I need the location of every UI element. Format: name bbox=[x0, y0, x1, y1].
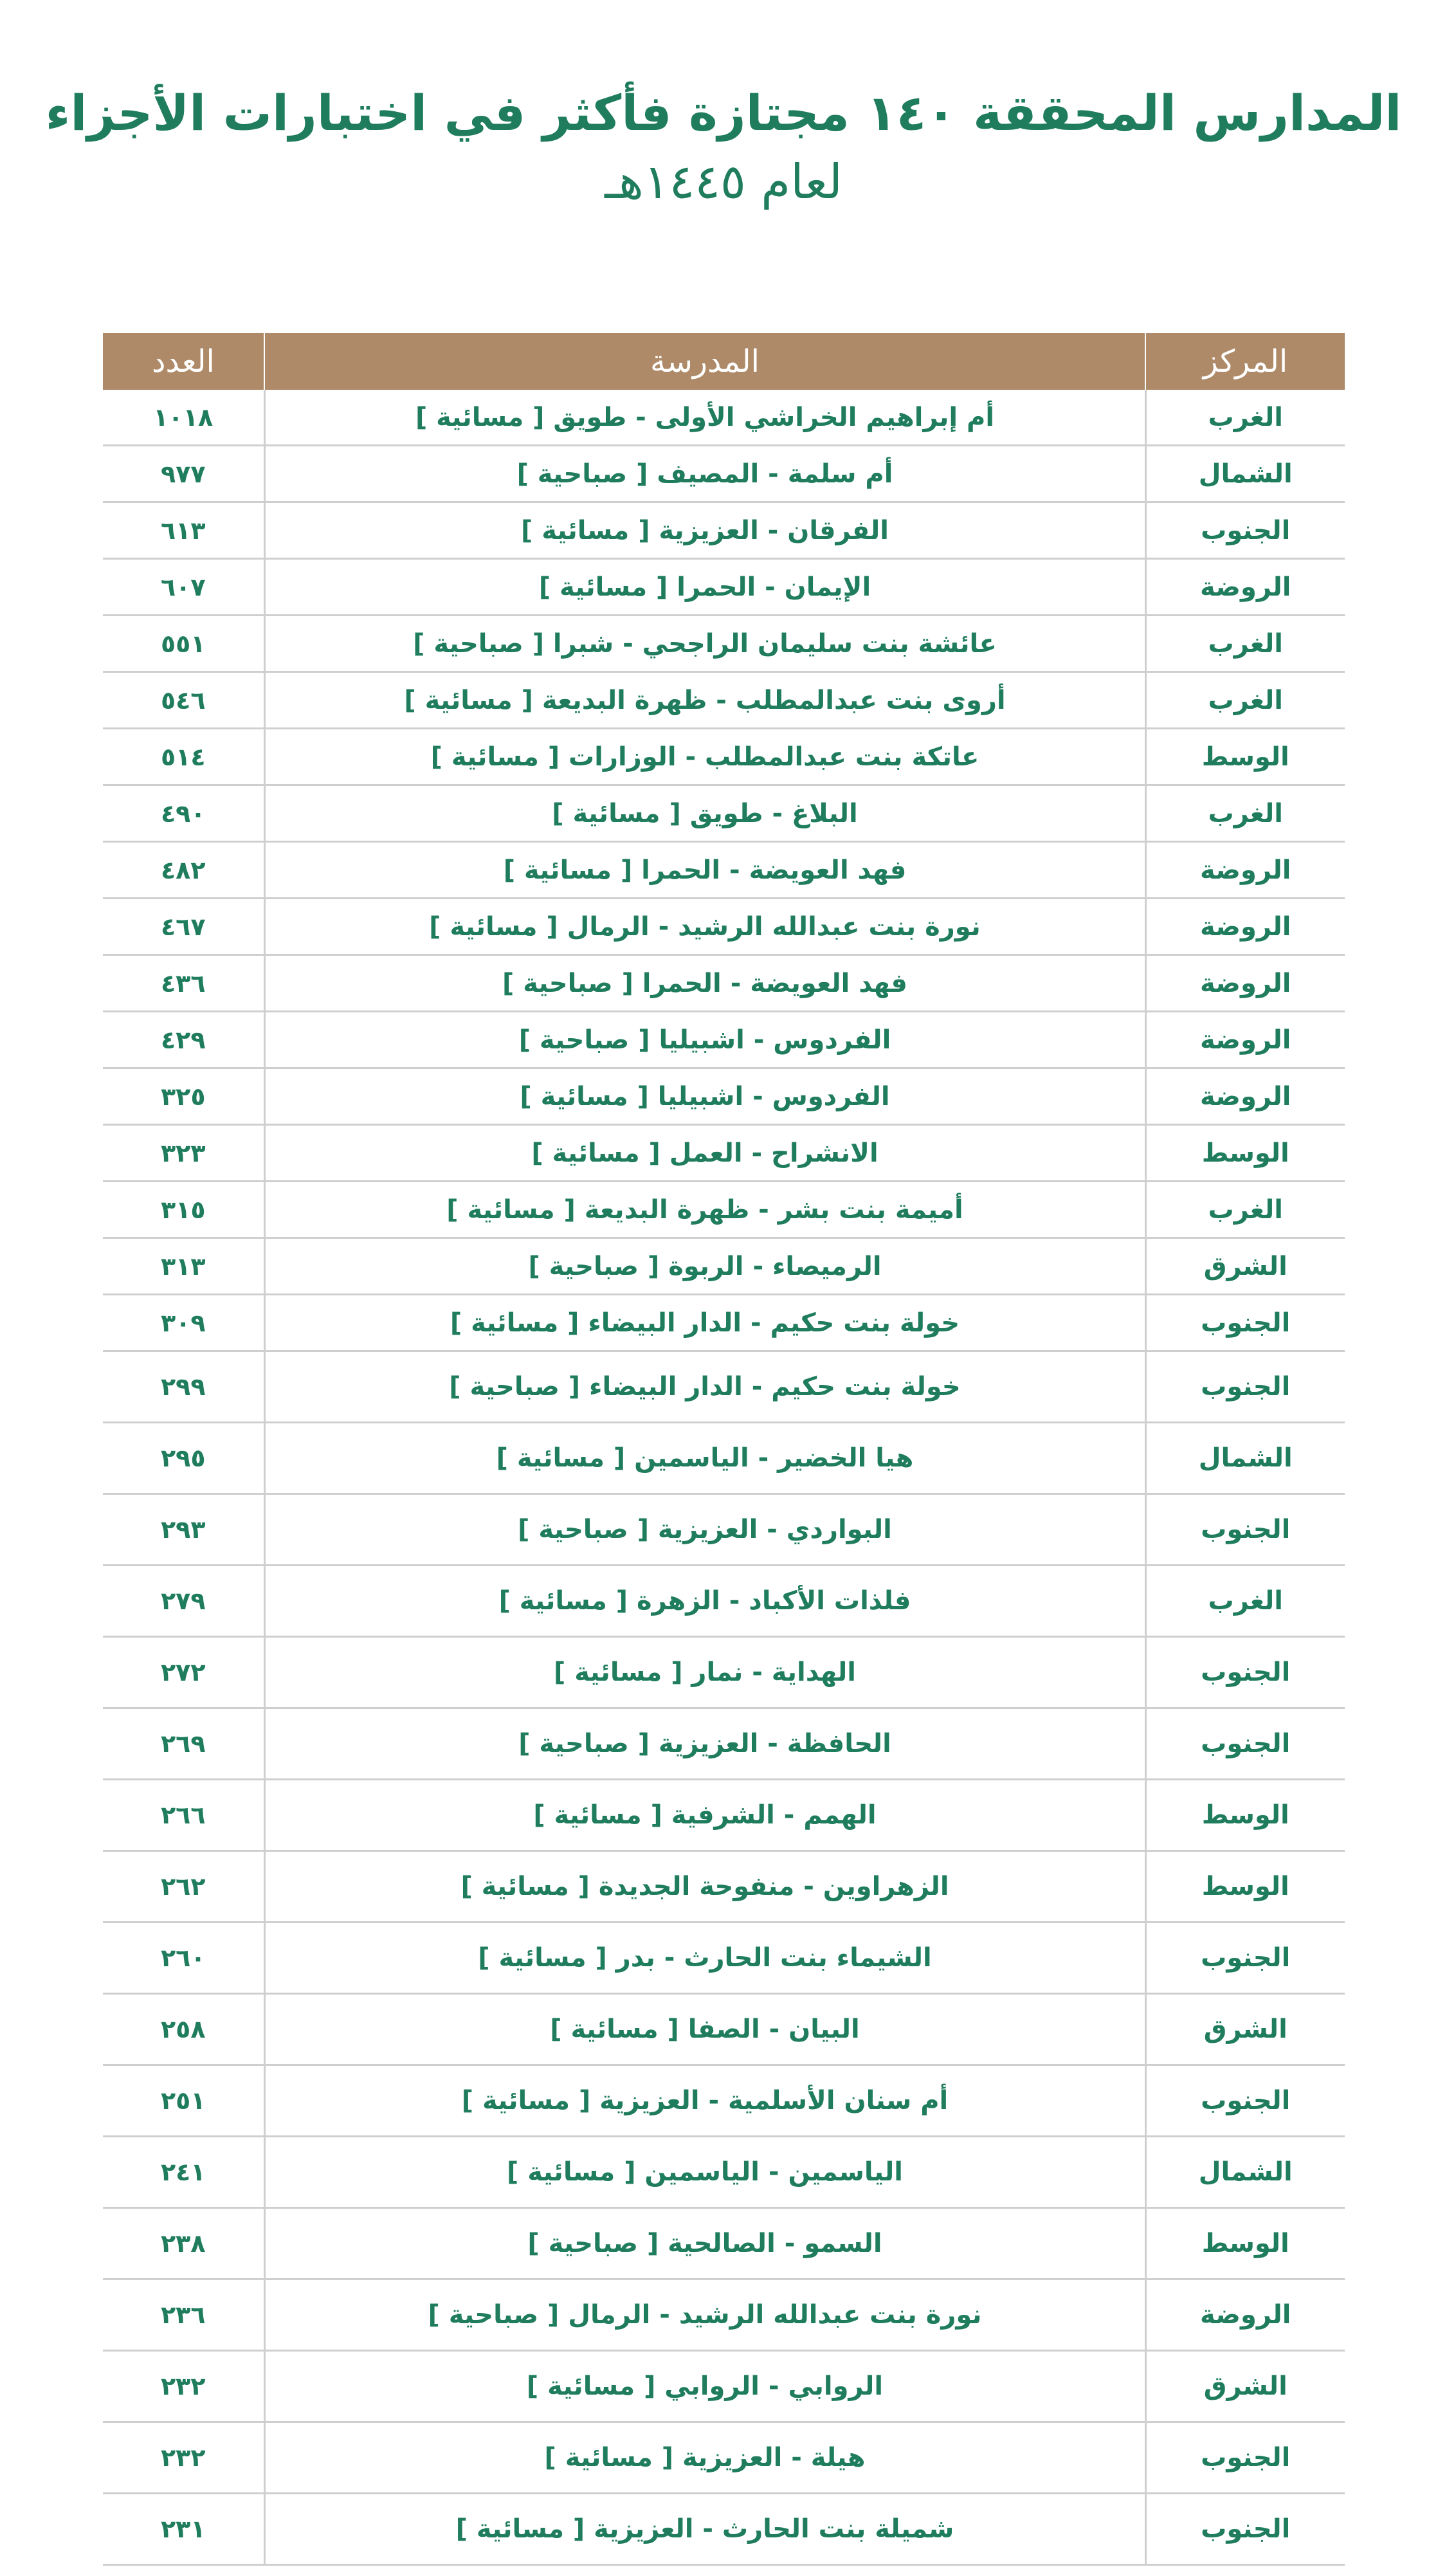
table-row bbox=[103, 2494, 1345, 2565]
table-row bbox=[103, 1780, 1345, 1851]
cell-count: ٢٦٠ bbox=[103, 1923, 264, 1994]
table-row bbox=[103, 2208, 1345, 2279]
cell-center: الشرق bbox=[1145, 1238, 1345, 1295]
schools-table bbox=[103, 333, 1345, 2566]
cell-school: الانشراح - العمل [ مسائية ] bbox=[264, 1125, 1145, 1182]
cell-center: الروضة bbox=[1145, 1068, 1345, 1125]
table-row bbox=[103, 1994, 1345, 2065]
cell-center: الروضة bbox=[1145, 955, 1345, 1012]
cell-count: ١٠١٨ bbox=[103, 390, 264, 446]
table-row bbox=[103, 1923, 1345, 1994]
cell-school: الهداية - نمار [ مسائية ] bbox=[264, 1637, 1145, 1708]
cell-count: ٥٤٦ bbox=[103, 672, 264, 729]
cell-school: الزهراوين - منفوحة الجديدة [ مسائية ] bbox=[264, 1851, 1145, 1923]
cell-school: عائشة بنت سليمان الراجحي - شبرا [ صباحية ] bbox=[264, 616, 1145, 672]
cell-count: ٣٢٥ bbox=[103, 1068, 264, 1125]
table-row bbox=[103, 1851, 1345, 1923]
table-row bbox=[103, 842, 1345, 899]
cell-count: ٤٢٩ bbox=[103, 1012, 264, 1068]
table-row bbox=[103, 785, 1345, 842]
cell-school: الفرقان - العزيزية [ مسائية ] bbox=[264, 502, 1145, 559]
cell-school: الروابي - الروابي [ مسائية ] bbox=[264, 2351, 1145, 2422]
cell-center: الغرب bbox=[1145, 785, 1345, 842]
cell-center: الجنوب bbox=[1145, 1637, 1345, 1708]
cell-school: شميلة بنت الحارث - العزيزية [ مسائية ] bbox=[264, 2494, 1145, 2565]
page-subtitle: لعام ١٤٤٥هـ bbox=[605, 154, 842, 210]
table-row bbox=[103, 1351, 1345, 1423]
cell-school: نورة بنت عبدالله الرشيد - الرمال [ صباحية ] bbox=[264, 2279, 1145, 2351]
cell-center: الروضة bbox=[1145, 2279, 1345, 2351]
cell-school: البلاغ - طويق [ مسائية ] bbox=[264, 785, 1145, 842]
cell-center: الشمال bbox=[1145, 1423, 1345, 1494]
cell-count: ٢٩٩ bbox=[103, 1351, 264, 1423]
table-row bbox=[103, 390, 1345, 446]
cell-count: ٣٠٩ bbox=[103, 1295, 264, 1351]
table-row bbox=[103, 1068, 1345, 1125]
table-row bbox=[103, 1295, 1345, 1351]
table-row bbox=[103, 559, 1345, 616]
cell-count: ٢٩٣ bbox=[103, 1494, 264, 1566]
table-row bbox=[103, 1423, 1345, 1494]
cell-count: ٣١٣ bbox=[103, 1238, 264, 1295]
cell-count: ٢٥٨ bbox=[103, 1994, 264, 2065]
cell-center: الروضة bbox=[1145, 559, 1345, 616]
table-row bbox=[103, 672, 1345, 729]
cell-count: ٢٦٦ bbox=[103, 1780, 264, 1851]
cell-count: ٢٩٥ bbox=[103, 1423, 264, 1494]
column-header-school: المدرسة bbox=[264, 333, 1145, 390]
cell-count: ٤٩٠ bbox=[103, 785, 264, 842]
table-row bbox=[103, 899, 1345, 955]
cell-school: البيان - الصفا [ مسائية ] bbox=[264, 1994, 1145, 2065]
cell-center: الروضة bbox=[1145, 842, 1345, 899]
cell-center: الغرب bbox=[1145, 672, 1345, 729]
table-row bbox=[103, 1566, 1345, 1637]
table-row bbox=[103, 1182, 1345, 1238]
table-row bbox=[103, 1637, 1345, 1708]
cell-count: ٦٠٧ bbox=[103, 559, 264, 616]
table-row bbox=[103, 616, 1345, 672]
cell-school: الهمم - الشرفية [ مسائية ] bbox=[264, 1780, 1145, 1851]
cell-school: أم سنان الأسلمية - العزيزية [ مسائية ] bbox=[264, 2065, 1145, 2137]
cell-school: هيلة - العزيزية [ مسائية ] bbox=[264, 2422, 1145, 2494]
cell-center: الجنوب bbox=[1145, 2422, 1345, 2494]
cell-school: البواردي - العزيزية [ صباحية ] bbox=[264, 1494, 1145, 1566]
cell-center: الغرب bbox=[1145, 1182, 1345, 1238]
table-row bbox=[103, 2137, 1345, 2208]
cell-count: ٥٥١ bbox=[103, 616, 264, 672]
cell-school: عاتكة بنت عبدالمطلب - الوزارات [ مسائية ] bbox=[264, 729, 1145, 785]
cell-school: أروى بنت عبدالمطلب - ظهرة البديعة [ مسائية ] bbox=[264, 672, 1145, 729]
cell-school: الإيمان - الحمرا [ مسائية ] bbox=[264, 559, 1145, 616]
cell-center: الغرب bbox=[1145, 390, 1345, 446]
schools-table-container bbox=[103, 333, 1345, 2566]
table-row bbox=[103, 1125, 1345, 1182]
table-row bbox=[103, 2351, 1345, 2422]
cell-center: الشرق bbox=[1145, 2351, 1345, 2422]
cell-count: ٢٧٢ bbox=[103, 1637, 264, 1708]
cell-count: ٢٦٢ bbox=[103, 1851, 264, 1923]
cell-school: الشيماء بنت الحارث - بدر [ مسائية ] bbox=[264, 1923, 1145, 1994]
cell-school: الفردوس - اشبيليا [ مسائية ] bbox=[264, 1068, 1145, 1125]
table-row bbox=[103, 1708, 1345, 1780]
cell-school: فلذات الأكباد - الزهرة [ مسائية ] bbox=[264, 1566, 1145, 1637]
cell-school: الرميصاء - الربوة [ صباحية ] bbox=[264, 1238, 1145, 1295]
cell-school: فهد العويضة - الحمرا [ مسائية ] bbox=[264, 842, 1145, 899]
cell-count: ٥١٤ bbox=[103, 729, 264, 785]
cell-school: خولة بنت حكيم - الدار البيضاء [ صباحية ] bbox=[264, 1351, 1145, 1423]
cell-center: الوسط bbox=[1145, 1125, 1345, 1182]
cell-center: الروضة bbox=[1145, 899, 1345, 955]
cell-center: الشرق bbox=[1145, 1994, 1345, 2065]
cell-count: ٢٤١ bbox=[103, 2137, 264, 2208]
table-row bbox=[103, 446, 1345, 502]
cell-center: الوسط bbox=[1145, 1780, 1345, 1851]
cell-center: الغرب bbox=[1145, 1566, 1345, 1637]
cell-school: خولة بنت حكيم - الدار البيضاء [ مسائية ] bbox=[264, 1295, 1145, 1351]
table-row bbox=[103, 502, 1345, 559]
cell-count: ٩٧٧ bbox=[103, 446, 264, 502]
table-row bbox=[103, 955, 1345, 1012]
cell-count: ٦١٣ bbox=[103, 502, 264, 559]
cell-center: الوسط bbox=[1145, 729, 1345, 785]
cell-school: الحافظة - العزيزية [ صباحية ] bbox=[264, 1708, 1145, 1780]
cell-school: أم سلمة - المصيف [ صباحية ] bbox=[264, 446, 1145, 502]
table-row bbox=[103, 729, 1345, 785]
table-row bbox=[103, 1238, 1345, 1295]
column-header-count: العدد bbox=[103, 333, 264, 390]
cell-count: ٢٣١ bbox=[103, 2494, 264, 2565]
cell-school: الياسمين - الياسمين [ مسائية ] bbox=[264, 2137, 1145, 2208]
cell-count: ٣٢٣ bbox=[103, 1125, 264, 1182]
cell-school: أميمة بنت بشر - ظهرة البديعة [ مسائية ] bbox=[264, 1182, 1145, 1238]
table-row bbox=[103, 2279, 1345, 2351]
cell-center: الجنوب bbox=[1145, 1923, 1345, 1994]
cell-center: الروضة bbox=[1145, 1012, 1345, 1068]
table-row bbox=[103, 2422, 1345, 2494]
cell-center: الغرب bbox=[1145, 616, 1345, 672]
page-title: المدارس المحققة ١٤٠ مجتازة فأكثر في اختبارات الأجزاء bbox=[45, 84, 1402, 142]
table-body bbox=[103, 390, 1345, 2565]
cell-school: الفردوس - اشبيليا [ صباحية ] bbox=[264, 1012, 1145, 1068]
cell-center: الجنوب bbox=[1145, 1295, 1345, 1351]
table-row bbox=[103, 2065, 1345, 2137]
cell-center: الجنوب bbox=[1145, 502, 1345, 559]
cell-count: ٢٧٩ bbox=[103, 1566, 264, 1637]
cell-school: فهد العويضة - الحمرا [ صباحية ] bbox=[264, 955, 1145, 1012]
cell-count: ٢٣٢ bbox=[103, 2351, 264, 2422]
cell-center: الشمال bbox=[1145, 446, 1345, 502]
cell-center: الجنوب bbox=[1145, 1708, 1345, 1780]
cell-count: ٢٦٩ bbox=[103, 1708, 264, 1780]
cell-center: الشمال bbox=[1145, 2137, 1345, 2208]
table-header bbox=[103, 333, 1345, 390]
cell-count: ٤٨٢ bbox=[103, 842, 264, 899]
cell-center: الوسط bbox=[1145, 2208, 1345, 2279]
cell-count: ٣١٥ bbox=[103, 1182, 264, 1238]
cell-center: الجنوب bbox=[1145, 2494, 1345, 2565]
cell-school: أم إبراهيم الخراشي الأولى - طويق [ مسائية ] bbox=[264, 390, 1145, 446]
cell-count: ٢٣٨ bbox=[103, 2208, 264, 2279]
cell-count: ٤٣٦ bbox=[103, 955, 264, 1012]
cell-center: الوسط bbox=[1145, 1851, 1345, 1923]
table-header-row bbox=[103, 333, 1345, 390]
column-header-center: المركز bbox=[1145, 333, 1345, 390]
cell-count: ٤٦٧ bbox=[103, 899, 264, 955]
table-row bbox=[103, 1012, 1345, 1068]
table-row bbox=[103, 1494, 1345, 1566]
cell-count: ٢٣٦ bbox=[103, 2279, 264, 2351]
cell-center: الجنوب bbox=[1145, 2065, 1345, 2137]
page-header bbox=[0, 84, 1447, 211]
cell-school: السمو - الصالحية [ صباحية ] bbox=[264, 2208, 1145, 2279]
cell-center: الجنوب bbox=[1145, 1494, 1345, 1566]
cell-center: الجنوب bbox=[1145, 1351, 1345, 1423]
cell-count: ٢٣٢ bbox=[103, 2422, 264, 2494]
cell-school: نورة بنت عبدالله الرشيد - الرمال [ مسائية ] bbox=[264, 899, 1145, 955]
cell-school: هيا الخضير - الياسمين [ مسائية ] bbox=[264, 1423, 1145, 1494]
cell-count: ٢٥١ bbox=[103, 2065, 264, 2137]
